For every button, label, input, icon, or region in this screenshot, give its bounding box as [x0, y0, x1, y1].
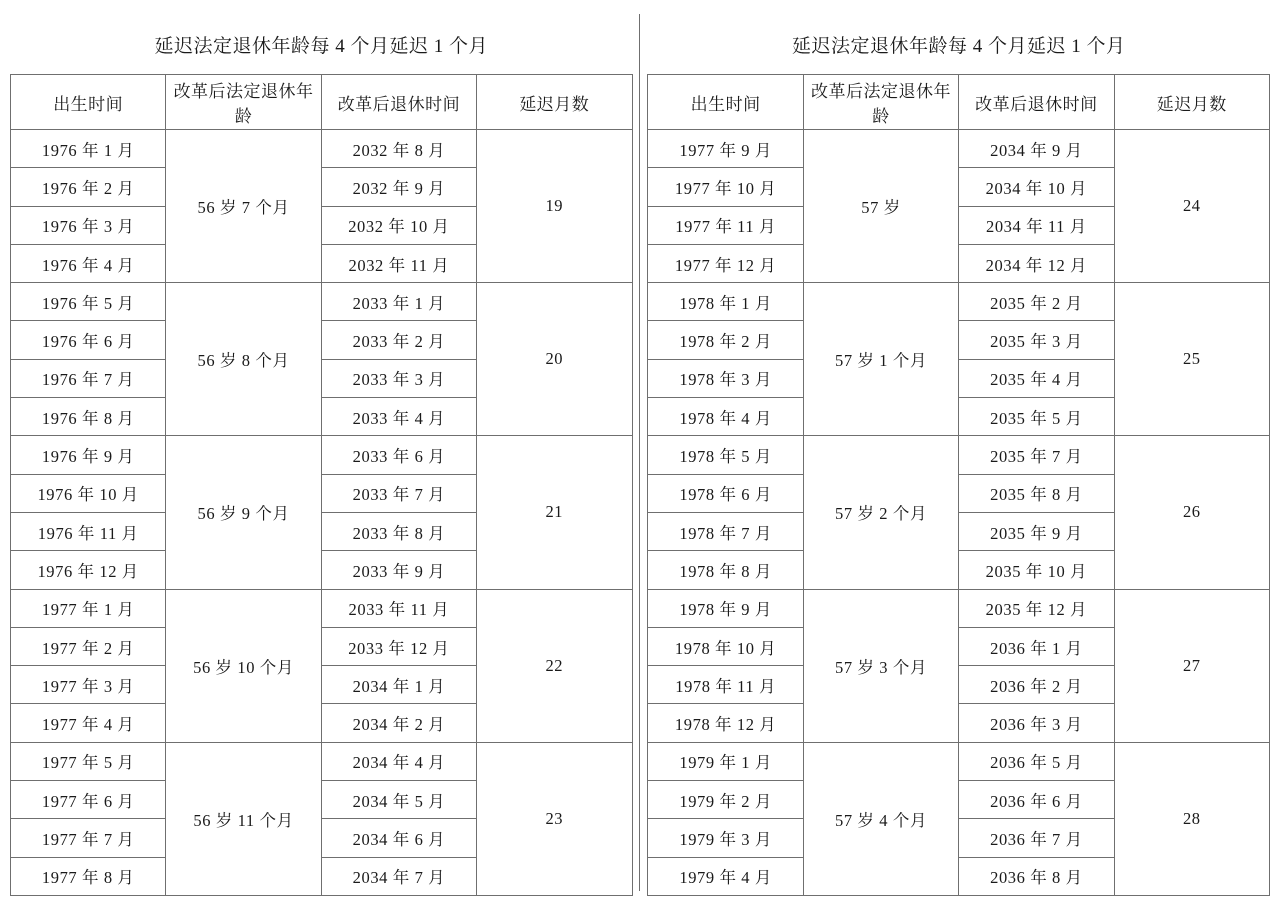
- cell-retire-time: 2033 年 11 月: [321, 589, 476, 627]
- cell-delay-months: 19: [477, 130, 632, 283]
- cell-statutory-age: 56 岁 9 个月: [166, 436, 321, 589]
- cell-statutory-age: 56 岁 10 个月: [166, 589, 321, 742]
- cell-delay-months: 22: [477, 589, 632, 742]
- cell-birth-time: 1978 年 9 月: [648, 589, 803, 627]
- cell-birth-time: 1976 年 2 月: [11, 168, 166, 206]
- table-header-row: [648, 75, 1270, 130]
- cell-birth-time: 1978 年 4 月: [648, 398, 803, 436]
- cell-birth-time: 1978 年 12 月: [648, 704, 803, 742]
- cell-retire-time: 2035 年 3 月: [959, 321, 1114, 359]
- cell-birth-time: 1979 年 1 月: [648, 742, 803, 780]
- cell-retire-time: 2033 年 6 月: [321, 436, 476, 474]
- cell-retire-time: 2033 年 8 月: [321, 512, 476, 550]
- cell-birth-time: 1977 年 1 月: [11, 589, 166, 627]
- cell-retire-time: 2034 年 5 月: [321, 781, 476, 819]
- cell-delay-months: 20: [477, 283, 632, 436]
- cell-birth-time: 1976 年 1 月: [11, 130, 166, 168]
- cell-birth-time: 1976 年 5 月: [11, 283, 166, 321]
- cell-birth-time: 1976 年 11 月: [11, 512, 166, 550]
- cell-birth-time: 1976 年 12 月: [11, 551, 166, 589]
- cell-retire-time: 2033 年 7 月: [321, 474, 476, 512]
- cell-delay-months: 21: [477, 436, 632, 589]
- cell-statutory-age: 57 岁 4 个月: [803, 742, 958, 895]
- table-row: [648, 589, 1270, 627]
- table-header-row: [11, 75, 633, 130]
- cell-retire-time: 2032 年 8 月: [321, 130, 476, 168]
- cell-retire-time: 2034 年 6 月: [321, 819, 476, 857]
- cell-retire-time: 2036 年 6 月: [959, 781, 1114, 819]
- cell-retire-time: 2036 年 5 月: [959, 742, 1114, 780]
- table-row: [648, 283, 1270, 321]
- header-retire-time: 改革后退休时间: [959, 75, 1114, 130]
- cell-birth-time: 1978 年 2 月: [648, 321, 803, 359]
- cell-retire-time: 2032 年 10 月: [321, 206, 476, 244]
- cell-birth-time: 1977 年 10 月: [648, 168, 803, 206]
- cell-retire-time: 2033 年 9 月: [321, 551, 476, 589]
- cell-delay-months: 24: [1114, 130, 1269, 283]
- cell-birth-time: 1979 年 3 月: [648, 819, 803, 857]
- retirement-table-panel-left: [10, 14, 633, 891]
- table-title: 延迟法定退休年龄每 4 个月延迟 1 个月: [11, 14, 633, 75]
- cell-statutory-age: 57 岁: [803, 130, 958, 283]
- cell-delay-months: 27: [1114, 589, 1269, 742]
- cell-retire-time: 2033 年 4 月: [321, 398, 476, 436]
- cell-birth-time: 1977 年 11 月: [648, 206, 803, 244]
- cell-birth-time: 1976 年 10 月: [11, 474, 166, 512]
- cell-retire-time: 2035 年 8 月: [959, 474, 1114, 512]
- cell-birth-time: 1977 年 6 月: [11, 781, 166, 819]
- table-row: [11, 436, 633, 474]
- header-statutory-age: 改革后法定退休年龄: [803, 75, 958, 130]
- cell-birth-time: 1978 年 6 月: [648, 474, 803, 512]
- cell-retire-time: 2036 年 8 月: [959, 857, 1114, 895]
- cell-retire-time: 2036 年 7 月: [959, 819, 1114, 857]
- header-delay-months: 延迟月数: [477, 75, 632, 130]
- cell-delay-months: 25: [1114, 283, 1269, 436]
- cell-retire-time: 2035 年 4 月: [959, 359, 1114, 397]
- cell-delay-months: 23: [477, 742, 632, 895]
- table-row: [11, 283, 633, 321]
- retirement-table-panel-right: [647, 14, 1270, 891]
- cell-retire-time: 2035 年 2 月: [959, 283, 1114, 321]
- cell-retire-time: 2036 年 2 月: [959, 666, 1114, 704]
- cell-statutory-age: 57 岁 1 个月: [803, 283, 958, 436]
- cell-birth-time: 1977 年 3 月: [11, 666, 166, 704]
- cell-retire-time: 2033 年 2 月: [321, 321, 476, 359]
- cell-retire-time: 2035 年 5 月: [959, 398, 1114, 436]
- table-row: [11, 589, 633, 627]
- table-title: 延迟法定退休年龄每 4 个月延迟 1 个月: [648, 14, 1270, 75]
- cell-retire-time: 2034 年 11 月: [959, 206, 1114, 244]
- cell-birth-time: 1977 年 2 月: [11, 627, 166, 665]
- table-title-row: [11, 14, 633, 75]
- cell-birth-time: 1978 年 5 月: [648, 436, 803, 474]
- table-row: [648, 130, 1270, 168]
- cell-retire-time: 2034 年 4 月: [321, 742, 476, 780]
- cell-birth-time: 1976 年 9 月: [11, 436, 166, 474]
- cell-retire-time: 2034 年 12 月: [959, 244, 1114, 282]
- table-row: [648, 742, 1270, 780]
- cell-delay-months: 28: [1114, 742, 1269, 895]
- table-body-left: [11, 14, 633, 895]
- cell-birth-time: 1977 年 12 月: [648, 244, 803, 282]
- cell-retire-time: 2032 年 9 月: [321, 168, 476, 206]
- cell-birth-time: 1976 年 8 月: [11, 398, 166, 436]
- cell-birth-time: 1977 年 5 月: [11, 742, 166, 780]
- cell-birth-time: 1976 年 6 月: [11, 321, 166, 359]
- retirement-table-left: [10, 14, 633, 896]
- cell-retire-time: 2033 年 12 月: [321, 627, 476, 665]
- cell-retire-time: 2034 年 9 月: [959, 130, 1114, 168]
- cell-retire-time: 2036 年 1 月: [959, 627, 1114, 665]
- panel-divider: [639, 14, 642, 891]
- cell-birth-time: 1977 年 9 月: [648, 130, 803, 168]
- cell-statutory-age: 56 岁 11 个月: [166, 742, 321, 895]
- cell-birth-time: 1978 年 7 月: [648, 512, 803, 550]
- cell-retire-time: 2033 年 3 月: [321, 359, 476, 397]
- cell-birth-time: 1978 年 10 月: [648, 627, 803, 665]
- cell-statutory-age: 56 岁 8 个月: [166, 283, 321, 436]
- cell-retire-time: 2033 年 1 月: [321, 283, 476, 321]
- cell-birth-time: 1977 年 7 月: [11, 819, 166, 857]
- header-birth-time: 出生时间: [11, 75, 166, 130]
- cell-retire-time: 2034 年 1 月: [321, 666, 476, 704]
- cell-birth-time: 1978 年 11 月: [648, 666, 803, 704]
- cell-statutory-age: 57 岁 2 个月: [803, 436, 958, 589]
- cell-retire-time: 2036 年 3 月: [959, 704, 1114, 742]
- table-body-right: [648, 14, 1270, 895]
- cell-birth-time: 1976 年 4 月: [11, 244, 166, 282]
- cell-birth-time: 1978 年 1 月: [648, 283, 803, 321]
- cell-birth-time: 1977 年 8 月: [11, 857, 166, 895]
- cell-birth-time: 1979 年 4 月: [648, 857, 803, 895]
- cell-retire-time: 2035 年 10 月: [959, 551, 1114, 589]
- cell-retire-time: 2035 年 7 月: [959, 436, 1114, 474]
- cell-birth-time: 1977 年 4 月: [11, 704, 166, 742]
- cell-retire-time: 2032 年 11 月: [321, 244, 476, 282]
- header-retire-time: 改革后退休时间: [321, 75, 476, 130]
- cell-birth-time: 1978 年 3 月: [648, 359, 803, 397]
- cell-retire-time: 2035 年 12 月: [959, 589, 1114, 627]
- table-title-row: [648, 14, 1270, 75]
- cell-birth-time: 1979 年 2 月: [648, 781, 803, 819]
- header-statutory-age: 改革后法定退休年龄: [166, 75, 321, 130]
- cell-delay-months: 26: [1114, 436, 1269, 589]
- cell-birth-time: 1976 年 7 月: [11, 359, 166, 397]
- cell-statutory-age: 57 岁 3 个月: [803, 589, 958, 742]
- table-row: [648, 436, 1270, 474]
- cell-statutory-age: 56 岁 7 个月: [166, 130, 321, 283]
- cell-retire-time: 2035 年 9 月: [959, 512, 1114, 550]
- header-birth-time: 出生时间: [648, 75, 803, 130]
- cell-birth-time: 1978 年 8 月: [648, 551, 803, 589]
- table-row: [11, 742, 633, 780]
- table-row: [11, 130, 633, 168]
- retirement-table-right: [647, 14, 1270, 896]
- cell-retire-time: 2034 年 2 月: [321, 704, 476, 742]
- cell-retire-time: 2034 年 10 月: [959, 168, 1114, 206]
- cell-birth-time: 1976 年 3 月: [11, 206, 166, 244]
- cell-retire-time: 2034 年 7 月: [321, 857, 476, 895]
- header-delay-months: 延迟月数: [1114, 75, 1269, 130]
